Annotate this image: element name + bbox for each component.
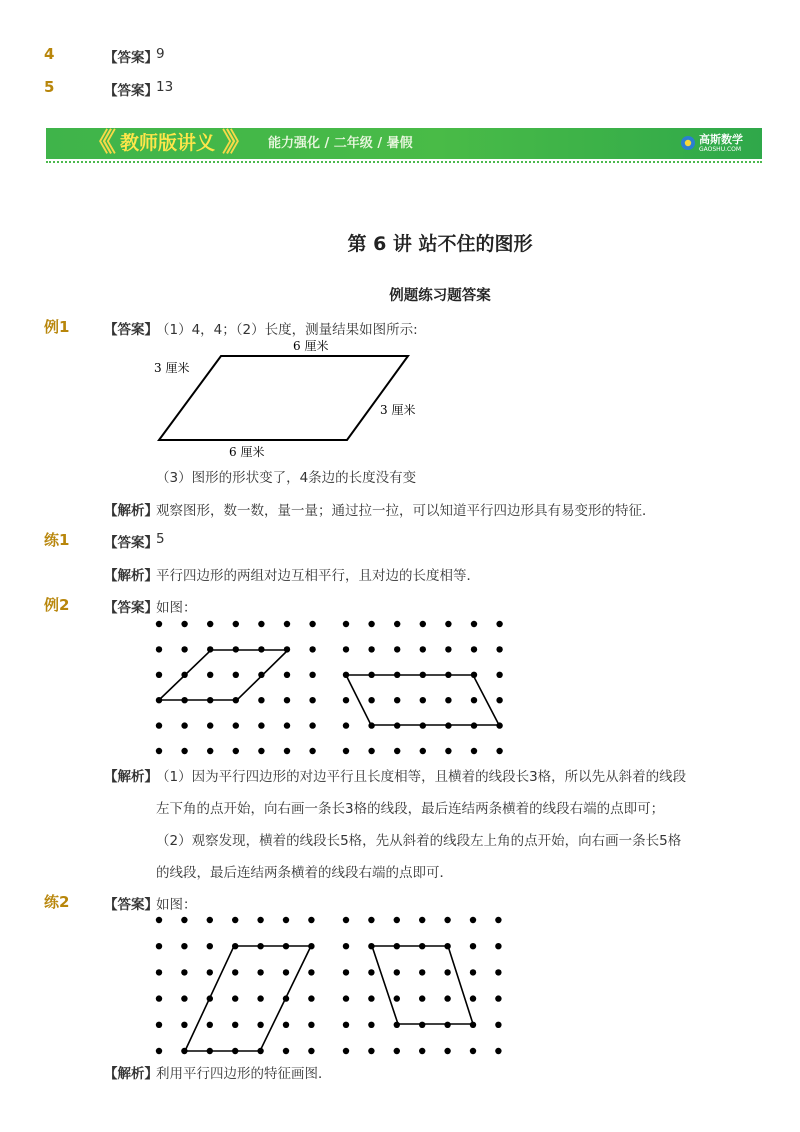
- analysis-text: 观察图形，数一数，量一量；通过拉一拉，可以知道平行四边形具有易变形的特征．: [156, 503, 656, 519]
- grid-dot: [496, 748, 502, 754]
- grid-dot: [419, 995, 425, 1001]
- question-number: 5: [44, 78, 55, 96]
- label-bottom: 6 厘米: [229, 445, 265, 459]
- grid-dot: [308, 995, 314, 1001]
- grid-dot: [419, 917, 425, 923]
- grid-dot: [471, 621, 477, 627]
- grid-dot: [283, 1022, 289, 1028]
- grid-dot: [309, 697, 315, 703]
- grid-dot: [496, 621, 502, 627]
- grid-dot: [444, 969, 450, 975]
- dot-grid-right: [343, 917, 502, 1054]
- grid-dot: [368, 995, 374, 1001]
- lecture-title: 第 6 讲 站不住的图形: [347, 233, 533, 255]
- grid-dot: [394, 697, 400, 703]
- grid-dot: [156, 672, 162, 678]
- grid-dot: [284, 748, 290, 754]
- grid-dot: [343, 995, 349, 1001]
- grid-dot: [181, 917, 187, 923]
- grid-dot: [495, 917, 501, 923]
- grid-dot: [233, 722, 239, 728]
- grid-dot: [257, 969, 263, 975]
- chevrons-left-icon: 《《: [86, 128, 108, 158]
- grid-dot: [368, 621, 374, 627]
- grid-dot: [283, 917, 289, 923]
- answer-tag: 【答案】: [104, 83, 158, 99]
- banner-title: 教师版讲义: [120, 132, 216, 154]
- grid-dot: [495, 1022, 501, 1028]
- banner-subtitle: 能力强化 / 二年级 / 暑假: [268, 136, 413, 151]
- logo-subtext: GAOSHU.COM: [699, 146, 742, 153]
- grid-dot: [156, 621, 162, 627]
- grid-dot: [309, 748, 315, 754]
- grid-dot: [343, 621, 349, 627]
- label-top: 6 厘米: [293, 339, 329, 353]
- answer-value: 9: [156, 46, 165, 62]
- grid-dot: [343, 748, 349, 754]
- grid-dot: [420, 646, 426, 652]
- grid-dot: [309, 646, 315, 652]
- grid-dot: [470, 943, 476, 949]
- answer-tag: 【答案】: [104, 535, 158, 551]
- grid-dot: [156, 1022, 162, 1028]
- grid-dot: [232, 969, 238, 975]
- grid-dot: [181, 748, 187, 754]
- dot-grid-left: [156, 621, 316, 754]
- grid-dot: [207, 722, 213, 728]
- answer-tag: 【答案】: [104, 897, 158, 913]
- analysis-tag: 【解析】: [104, 769, 158, 785]
- grid-dot: [343, 697, 349, 703]
- analysis-tag: 【解析】: [104, 1066, 158, 1082]
- analysis-line: 左下角的点开始，向右画一条长3格的线段，最后连结两条横着的线段右端的点即可；: [156, 801, 665, 817]
- analysis-text: 利用平行四边形的特征画图．: [156, 1066, 332, 1082]
- practice-number: 练1: [44, 531, 70, 549]
- grid-dot: [394, 646, 400, 652]
- grid-dot: [343, 1022, 349, 1028]
- grid-dot: [343, 722, 349, 728]
- banner-divider: [46, 161, 762, 163]
- grid-dot: [207, 1022, 213, 1028]
- parallelogram-left: [185, 946, 311, 1051]
- question-number: 4: [44, 45, 55, 63]
- analysis-line: （1）因为平行四边形的对边平行且长度相等，且横着的线段长3格，所以先从斜着的线段: [156, 769, 687, 785]
- grid-dot: [309, 722, 315, 728]
- grid-dot: [257, 1022, 263, 1028]
- grid-dot: [470, 1048, 476, 1054]
- grid-dot: [368, 646, 374, 652]
- grid-dot: [156, 969, 162, 975]
- grid-dot: [181, 1022, 187, 1028]
- section-title: 例题练习题答案: [389, 288, 491, 304]
- answer-tag: 【答案】: [104, 50, 158, 66]
- grid-dot: [308, 1048, 314, 1054]
- grid-dot: [368, 917, 374, 923]
- grid-dot: [496, 646, 502, 652]
- grid-dot: [445, 621, 451, 627]
- grid-dot: [309, 621, 315, 627]
- grid-dot: [232, 995, 238, 1001]
- section-banner: [46, 128, 762, 159]
- grid-dot: [444, 917, 450, 923]
- grid-dot: [444, 1048, 450, 1054]
- analysis-text: 平行四边形的两组对边互相平行，且对边的长度相等．: [156, 568, 480, 584]
- grid-dot: [419, 969, 425, 975]
- grid-dot: [470, 969, 476, 975]
- grid-dot: [181, 995, 187, 1001]
- grid-dot: [207, 748, 213, 754]
- grid-dot: [368, 697, 374, 703]
- grid-dot: [308, 1022, 314, 1028]
- parallelogram-left: [159, 650, 288, 700]
- answer-value: 5: [156, 531, 165, 547]
- grid-dot: [233, 621, 239, 627]
- grid-dot: [257, 995, 263, 1001]
- grid-dot: [444, 1022, 450, 1028]
- grid-dot: [445, 697, 451, 703]
- grid-dot: [496, 672, 502, 678]
- grid-dot: [394, 621, 400, 627]
- grid-dot: [232, 917, 238, 923]
- grid-dot: [181, 646, 187, 652]
- answer-tag: 【答案】: [104, 322, 158, 338]
- grid-dot: [394, 1048, 400, 1054]
- dot-grid-left: [156, 917, 315, 1054]
- grid-dot: [283, 1048, 289, 1054]
- grid-dot: [471, 748, 477, 754]
- grid-dot: [343, 1048, 349, 1054]
- grid-dot: [156, 722, 162, 728]
- grid-dot: [394, 748, 400, 754]
- grid-dot: [156, 995, 162, 1001]
- dot-grid-figure-pr2: [150, 912, 510, 1058]
- grid-dot: [471, 646, 477, 652]
- grid-dot: [394, 995, 400, 1001]
- grid-dot: [495, 1048, 501, 1054]
- grid-dot: [420, 748, 426, 754]
- parallelogram-shape: [159, 356, 408, 440]
- grid-dot: [420, 621, 426, 627]
- label-right: 3 厘米: [380, 403, 416, 417]
- grid-dot: [368, 969, 374, 975]
- grid-dot: [283, 969, 289, 975]
- grid-dot: [368, 748, 374, 754]
- grid-dot: [207, 917, 213, 923]
- grid-dot: [207, 672, 213, 678]
- practice-number: 练2: [44, 893, 70, 911]
- grid-dot: [309, 672, 315, 678]
- grid-dot: [308, 969, 314, 975]
- analysis-tag: 【解析】: [104, 568, 158, 584]
- grid-dot: [470, 917, 476, 923]
- grid-dot: [156, 943, 162, 949]
- chevrons-right-icon: 》》: [222, 128, 244, 158]
- grid-dot: [233, 672, 239, 678]
- grid-dot: [156, 646, 162, 652]
- grid-dot: [495, 969, 501, 975]
- grid-dot: [232, 1022, 238, 1028]
- grid-dot: [419, 1022, 425, 1028]
- answer-tag: 【答案】: [104, 600, 158, 616]
- answer-value: 13: [156, 79, 174, 95]
- grid-dot: [419, 1048, 425, 1054]
- grid-dot: [181, 969, 187, 975]
- grid-dot: [343, 969, 349, 975]
- grid-dot: [156, 748, 162, 754]
- grid-dot: [394, 917, 400, 923]
- grid-dot: [308, 917, 314, 923]
- parallelogram-right: [372, 946, 473, 1024]
- grid-dot: [258, 621, 264, 627]
- grid-dot: [445, 748, 451, 754]
- logo-icon: [680, 135, 696, 151]
- grid-dot: [495, 943, 501, 949]
- grid-dot: [207, 621, 213, 627]
- logo-text: 高斯数学: [699, 133, 743, 146]
- answer-text: 如图：: [156, 600, 197, 616]
- grid-dot: [368, 1022, 374, 1028]
- analysis-line: 的线段，最后连结两条横着的线段右端的点即可．: [156, 865, 453, 881]
- answer-text: 如图：: [156, 897, 197, 913]
- grid-dot: [156, 917, 162, 923]
- grid-dot: [470, 995, 476, 1001]
- analysis-tag: 【解析】: [104, 503, 158, 519]
- grid-dot: [394, 969, 400, 975]
- grid-dot: [284, 722, 290, 728]
- grid-dot: [181, 722, 187, 728]
- grid-dot: [471, 697, 477, 703]
- grid-dot: [207, 969, 213, 975]
- analysis-line: （2）观察发现，横着的线段长5格，先从斜着的线段左上角的点开始，向右画一条长5格: [156, 833, 682, 849]
- dot-grid-figure-ex2: [150, 614, 510, 758]
- grid-dot: [420, 697, 426, 703]
- grid-dot: [368, 1048, 374, 1054]
- grid-dot: [258, 748, 264, 754]
- grid-dot: [156, 1048, 162, 1054]
- label-left: 3 厘米: [154, 361, 190, 375]
- grid-dot: [445, 646, 451, 652]
- grid-dot: [284, 672, 290, 678]
- grid-dot: [496, 697, 502, 703]
- example-number: 例1: [44, 318, 70, 336]
- grid-dot: [343, 917, 349, 923]
- grid-dot: [207, 943, 213, 949]
- grid-dot: [343, 646, 349, 652]
- grid-dot: [257, 917, 263, 923]
- grid-dot: [444, 995, 450, 1001]
- example-number: 例2: [44, 596, 70, 614]
- parallelogram-figure: [140, 336, 440, 462]
- grid-dot: [181, 621, 187, 627]
- answer-part3: （3）图形的形状变了，4条边的长度没有变: [156, 470, 417, 486]
- grid-dot: [258, 697, 264, 703]
- grid-dot: [284, 621, 290, 627]
- grid-dot: [284, 697, 290, 703]
- grid-dot: [233, 748, 239, 754]
- grid-dot: [258, 722, 264, 728]
- answer-text: （1）4，4；（2）长度，测量结果如图所示:: [156, 322, 418, 338]
- grid-dot: [343, 943, 349, 949]
- grid-dot: [181, 943, 187, 949]
- grid-dot: [495, 995, 501, 1001]
